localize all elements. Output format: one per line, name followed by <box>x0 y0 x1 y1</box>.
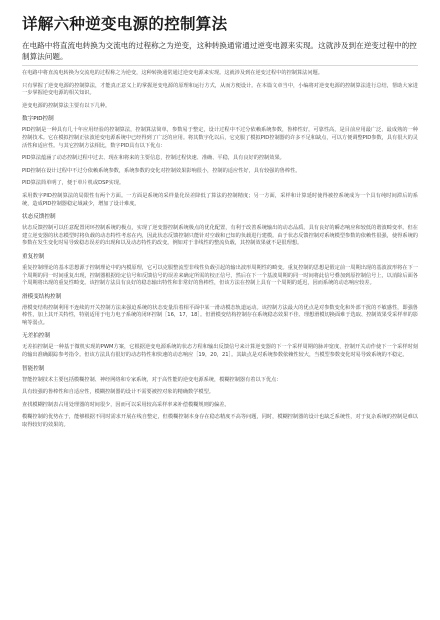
section-heading: 数字PID控制 <box>22 116 54 123</box>
section-heading: 状态反馈控制 <box>22 214 56 221</box>
paragraph: 模糊控制的优势在于，能够根据不同时需求开展在线自整定，但模糊控制本身存在稳态精度不高等问题，同时，模糊控制器的设计也缺乏系统性，对于复杂系统的控制是难以取得较好的效果的。 <box>22 414 418 429</box>
paragraph: 逆变电源的控制算法主要有以下几种。 <box>22 102 111 109</box>
paragraph: PID算法简单明了，便于单片机或DSP实现。 <box>22 180 125 187</box>
paragraph: PID控制是一种具有几十年应用经验的控制算法，控制算法简单，参数易于整定，设计过程中不过分依赖系统参数，鲁棒性好，可靠性高，是目前应用最广泛、最成熟的一种控制技术。它在模拟控制正弦波逆变电源系统中已经得到了广泛的应用。将其数字化以后，它克服了模拟PID控制器的许多不足和缺点，可以方便调整PID参数，具有很大的灵活性和适应性。与其它控制方法相比，数字PID具有以下优点： <box>22 127 418 149</box>
paragraph: 采用数字PID控制算法的局限性有两个方面。一方面是系统的采样量化误差降低了算法的控制精度；另一方面，采样和计算延时使得被控系统成为一个具有纯时间滞后的系统，造成PID控制器稳定域减少，增加了设计难度。 <box>22 192 418 207</box>
paragraph: 重复控制理论的基本思想源于控制理论中的内模原理，它可以克服整流型非线性负载引起的输出波形周期性的畸变。重复控制的思想是假定前一周期出现的基波波形将在下一个周期的同一时间重复出现，控制器根据给定信号和反馈信号的误差来确定所需的校正信号，然后在下一个基波周期的同一时间将此信号叠加到原控制信号上，以消除后面各个周期将出现的重复性畸变。该控制方法具有良好的稳态输出特性和非常好的鲁棒性，但该方法在控制上具有一个周期的延迟，因而系统的动态响应较差。 <box>22 264 418 287</box>
paragraph: 状态反馈控制可以任意配置闭环控制系统的极点，实现了逆变器控制系统极点的优化配置，有利于改善系统输出的动态品质。具有良好的瞬态响应和较低的谐波畸变率。但在建立逆变器的状态模型时将负载的动态特性考虑在内，因此状态反馈控制只能针对空载和已知的负载进行建模。由于状态反馈控制对系统模型参数的依赖性很强，使得系统的参数在发生变化时易导致稳态误差的出现和以及动态特性的改变。例如对于非线性的整流负载，其控制效果就不是很理想。 <box>22 225 418 247</box>
page-title: 详解六种逆变电源的控制算法 <box>22 15 228 33</box>
paragraph: PID控制在设计过程中不过分依赖系统参数，系统参数的变化对控制效果影响很小，控制的适应性好，具有较强的鲁棒性。 <box>22 167 301 174</box>
article-body <box>22 70 418 430</box>
section-heading: 无差拍控制 <box>22 333 50 340</box>
paragraph: 无差拍控制是一种基于微机实现的PWM方案，它根据逆变电源系统的状态方程和输出反馈信号来计算逆变器的下一个采样周期的脉冲宽度，控制开关动作使下一个采样时刻的输出准确跟踪参考指令。但该方法具有很好的动态特性和快速的动态响应［19，20，21］。其缺点是对系统参数依赖性较大，当模型参数变化时易导致系统的不稳定。 <box>22 344 418 359</box>
section-heading: 滑模变结构控制 <box>22 293 62 300</box>
section-heading: 重复控制 <box>22 253 45 260</box>
paragraph: 在电路中将直流电转换为交流电的过程称之为逆变，这种转换通常通过逆变电源来实现。这就涉及到在逆变过程中的控制算法问题。 <box>22 70 323 76</box>
lead-paragraph: 在电路中将直流电转换为交流电的过程称之为逆变，这种转换通常通过逆变电源来实现。这就涉及到在逆变过程中的控制算法问题。 <box>22 41 417 61</box>
paragraph: 滑模变结构控制利用不连续的开关控制方法来强迫系统的状态变量沿着相平面中某一滑动模态轨道运动。该控制方法最大的优点是对参数变化和外部干扰的不敏感性，即强鲁棒性，加上其开关特性，特别适用于电力电子系统的闭环控制［16，17，18］。但滑模变结构控制存在系统稳态效果不佳、理想滑模切换面难于选取、控制效果受采样率的影响等弱点。 <box>22 304 418 326</box>
divider <box>22 65 418 66</box>
paragraph: 智能控制技术主要包括模糊控制、神经网络和专家系统，对于高性能的逆变电源系统，模糊控制器有着以下优点： <box>22 376 282 383</box>
paragraph: 查找模糊控制表占用处理器的时间很少，因而可以采用较高采样率来补偿模糊规则的偏差。 <box>22 401 230 408</box>
paragraph: 具有较强的鲁棒性和自适应性，模糊控制器的设计不需要被控对象的精确数学模型。 <box>22 389 214 396</box>
paragraph: 只有掌握了逆变电源的控制算法，才能真正意义上的掌握逆变电源的原理和运行方式，从而方便设计。在本篇文章当中，小编将对逆变电源的控制算法进行总结，帮助大家进一步掌握逆变电源的相关知识。 <box>22 82 418 97</box>
section-heading: 智能控制 <box>22 365 45 372</box>
paragraph: PID算法蕴涵了动态控制过程中过去、现在和将来的主要信息，控制过程快速、准确、平稳，具有良好的控制效果。 <box>22 155 285 162</box>
